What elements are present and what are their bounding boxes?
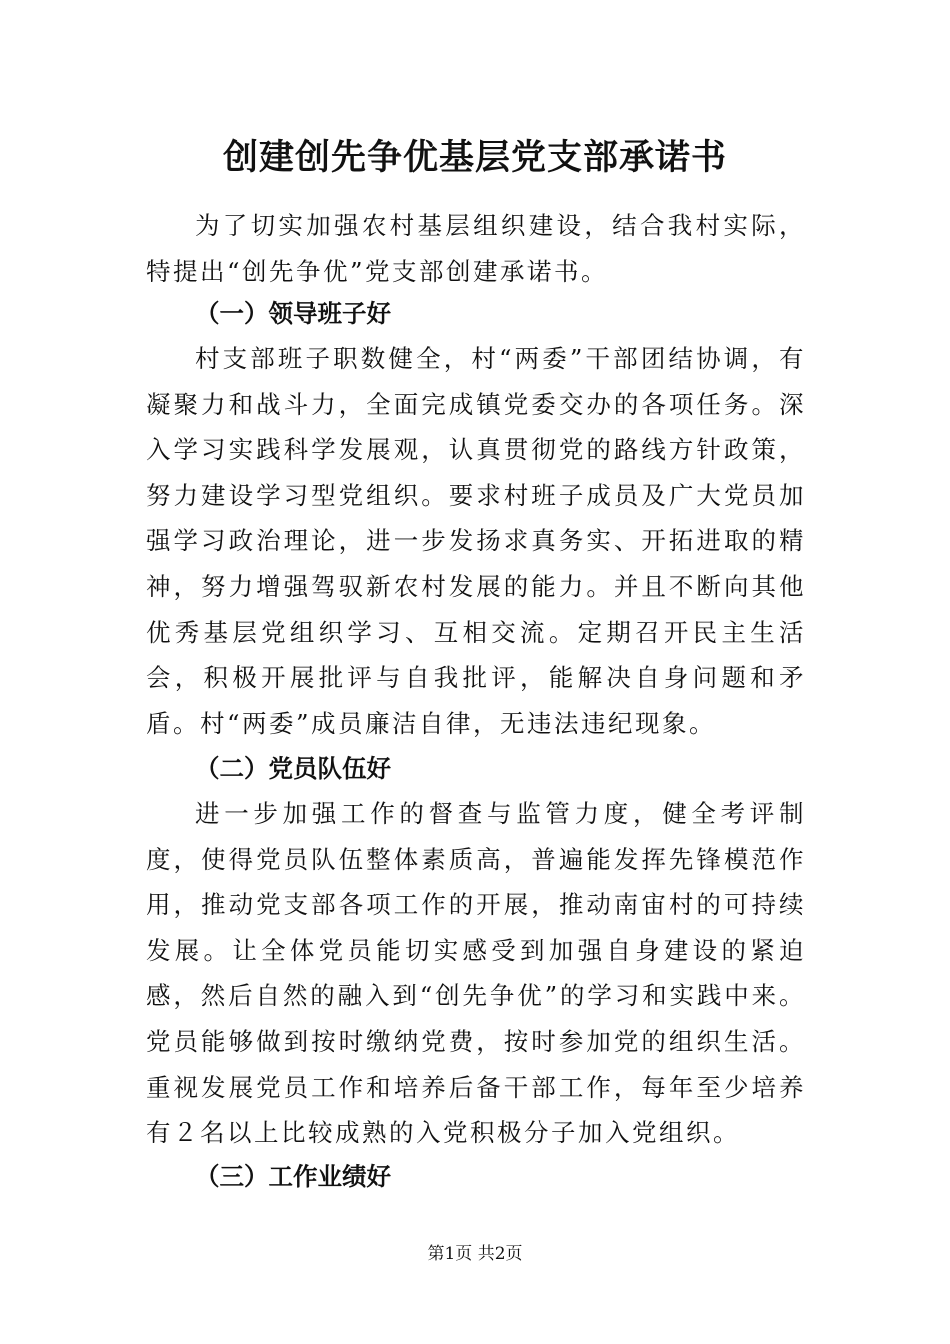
section-heading-3: （三）工作业绩好 bbox=[195, 1162, 391, 1191]
section-heading-2: （二）党员队伍好 bbox=[195, 754, 391, 783]
section-body-1: 村支部班子职数健全，村“两委”干部团结协调，有凝聚力和战斗力，全面完成镇党委交办的各项任务。深入学习实践科学发展观，认真贯彻党的路线方针政策，努力建设学习型党组织。要求村班子成员及广大党员加强学习政治理论，进一步发扬求真务实、开拓进取的精神，努力增强驾驭新农村发展的能力。并且不断向其他优秀基层党组织学习、互相交流。定期召开民主生活会，积极开展批评与自我批评，能解决自身问题和矛盾。村“两委”成员廉洁自律，无违法违纪现象。 bbox=[146, 344, 806, 738]
section-heading-1: （一）领导班子好 bbox=[195, 299, 391, 328]
page-footer: 第1页 共2页 bbox=[427, 1244, 523, 1264]
document-title: 创建创先争优基层党支部承诺书 bbox=[222, 137, 727, 178]
section-body-2: 进一步加强工作的督查与监管力度，健全考评制度，使得党员队伍整体素质高，普遍能发挥先锋模范作用，推动党支部各项工作的开展，推动南宙村的可持续发展。让全体党员能切实感受到加强自身建设的紧迫感，然后自然的融入到“创先争优”的学习和实践中来。党员能够做到按时缴纳党费，按时参加党的组织生活。重视发展党员工作和培养后备干部工作，每年至少培养有２名以上比较成熟的入党积极分子加入党组织。 bbox=[146, 799, 806, 1148]
intro-paragraph: 为了切实加强农村基层组织建设，结合我村实际，特提出“创先争优”党支部创建承诺书。 bbox=[146, 211, 806, 286]
